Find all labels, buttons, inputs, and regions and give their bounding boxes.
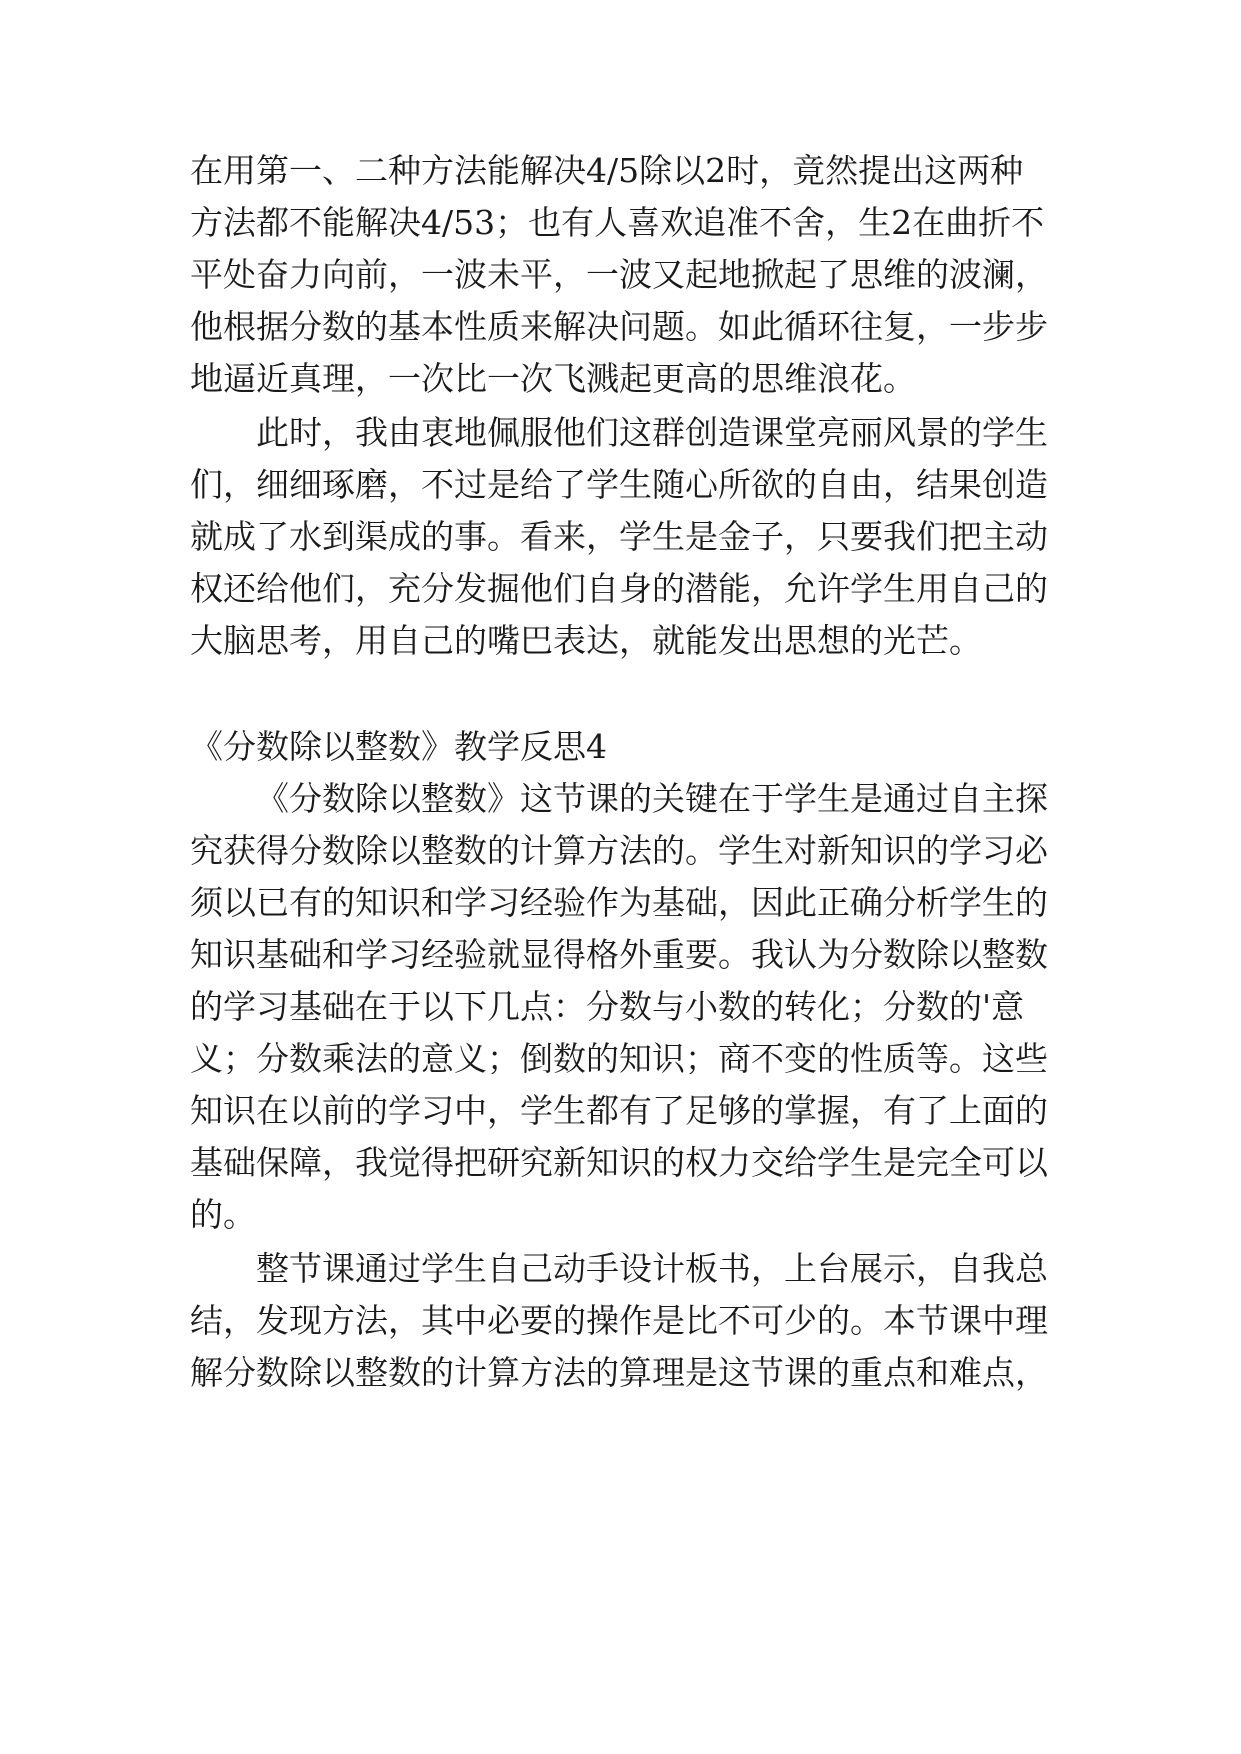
paragraph-line: 知识在以前的学习中，学生都有了足够的掌握，有了上面的 — [190, 1091, 1048, 1130]
paragraph-line: 究获得分数除以整数的计算方法的。学生对新知识的学习必 — [190, 831, 1048, 870]
paragraph-line: 权还给他们，充分发掘他们自身的潜能，允许学生用自己的 — [190, 569, 1048, 608]
paragraph-line: 地逼近真理，一次比一次飞溅起更高的思维浪花。 — [190, 359, 916, 398]
paragraph-line: 就成了水到渠成的事。看来，学生是金子，只要我们把主动 — [190, 517, 1048, 556]
paragraph-line: 知识基础和学习经验就显得格外重要。我认为分数除以整数 — [190, 935, 1048, 974]
paragraph-line: 《分数除以整数》这节课的关键在于学生是通过自主探 — [256, 779, 1048, 818]
paragraph-line: 整节课通过学生自己动手设计板书，上台展示，自我总 — [256, 1249, 1048, 1288]
paragraph-line: 平处奋力向前，一波未平，一波又起地掀起了思维的波澜， — [190, 255, 1048, 294]
paragraph-line: 的。 — [190, 1195, 256, 1234]
section-heading: 《分数除以整数》教学反思4 — [190, 727, 607, 766]
paragraph-line: 义；分数乘法的意义；倒数的知识；商不变的性质等。这些 — [190, 1039, 1048, 1078]
paragraph-line: 解分数除以整数的计算方法的算理是这节课的重点和难点， — [190, 1353, 1048, 1392]
paragraph-line: 须以已有的知识和学习经验作为基础，因此正确分析学生的 — [190, 883, 1048, 922]
paragraph-line: 们，细细琢磨，不过是给了学生随心所欲的自由，结果创造 — [190, 465, 1048, 504]
paragraph-line: 此时，我由衷地佩服他们这群创造课堂亮丽风景的学生 — [256, 413, 1048, 452]
paragraph-line: 的学习基础在于以下几点：分数与小数的转化；分数的'意 — [190, 987, 1025, 1026]
paragraph-line: 他根据分数的基本性质来解决问题。如此循环往复，一步步 — [190, 307, 1048, 346]
paragraph-line: 结，发现方法，其中必要的操作是比不可少的。本节课中理 — [190, 1301, 1048, 1340]
paragraph-line: 大脑思考，用自己的嘴巴表达，就能发出思想的光芒。 — [190, 621, 982, 660]
paragraph-line: 基础保障，我觉得把研究新知识的权力交给学生是完全可以 — [190, 1143, 1048, 1182]
paragraph-line: 在用第一、二种方法能解决4/5除以2时，竟然提出这两种 — [190, 151, 1024, 190]
paragraph-line: 方法都不能解决4/53；也有人喜欢追准不舍，生2在曲折不 — [190, 203, 1045, 242]
